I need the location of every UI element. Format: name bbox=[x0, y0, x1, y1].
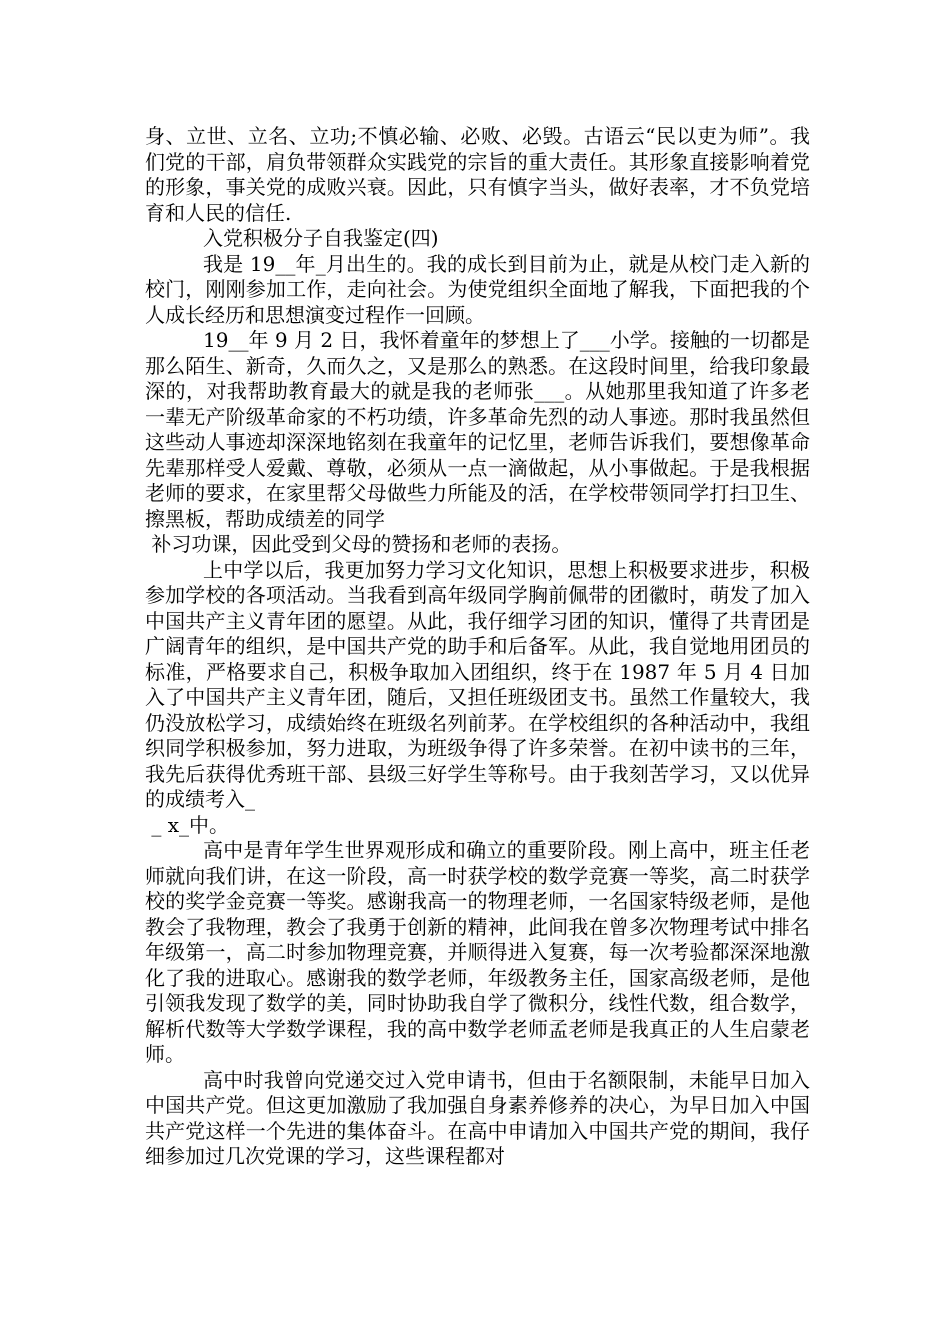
paragraph-4: 上中学以后，我更加努力学习文化知识，思想上积极要求进步，积极参加学校的各项活动。当我看到高年级同学胸前佩带的团徽时，萌发了加入中国共产主义青年团的愿望。从此，我仔细学习团的知识，懂得了共青团是广阔青年的组织，是中国共产党的助手和后备军。从此，我自觉地用团员的标准，严格要求自己，积极争取加入团组织，终于在 1987 年 5 月 4 日加入了中国共产主义青年团，随后，又担任班级团支书。虽然工作量较大，我仍没放松学习，成绩始终在班级名列前茅。在学校组织的各种活动中，我组织同学积极参加，努力进取，为班级争得了许多荣誉。在初中读书的三年，我先后获得优秀班干部、县级三好学生等称号。由于我刻苦学习，又以优异的成绩考入_ bbox=[145, 557, 810, 811]
paragraph-4-continued: _ x_中。 bbox=[145, 812, 229, 837]
paragraph-6: 高中时我曾向党递交过入党申请书，但由于名额限制，未能早日加入中国共产党。但这更加激励了我加强自身素养修养的决心，为早日加入中国共产党这样一个先进的集体奋斗。在高中申请加入中国共产党的期间，我仔细参加过几次党课的学习，这些课程都对 bbox=[145, 1067, 810, 1168]
paragraph-5: 高中是青年学生世界观形成和确立的重要阶段。刚上高中，班主任老师就向我们讲，在这一阶段，高一时获学校的数学竞赛一等奖，高二时获学校的奖学金竞赛一等奖。感谢我高一的物理老师，一名国家特级老师，是他教会了我物理，教会了我勇于创新的精神，此间我在曾多次物理考试中排名年级第一，高二时参加物理竞赛，并顺得进入复赛，每一次考验都深深地激化了我的进取心。感谢我的数学老师，年级教务主任，国家高级老师，是他引领我发现了数学的美，同时协助我自学了微积分，线性代数，组合数学，解析代数等大学数学课程，我的高中数学老师孟老师是我真正的人生启蒙老师。 bbox=[145, 838, 810, 1066]
paragraph-3: 19__年 9 月 2 日，我怀着童年的梦想上了___小学。接触的一切都是那么陌生、新奇，久而久之，又是那么的熟悉。在这段时间里，给我印象最深的，对我帮助教育最大的就是我的老师张___。从她那里我知道了许多老一辈无产阶级革命家的不朽功绩，许多革命先烈的动人事迹。那时我虽然但这些动人事迹却深深地铭刻在我童年的记忆里，老师告诉我们，要想像革命先辈那样受人爱戴、尊敬，必须从一点一滴做起，从小事做起。于是我根据老师的要求，在家里帮父母做些力所能及的活，在学校带领同学打扫卫生、擦黑板，帮助成绩差的同学 bbox=[145, 328, 810, 531]
paragraph-2: 我是 19__年_月出生的。我的成长到目前为止，就是从校门走入新的校门，刚刚参加工作，走向社会。为使党组织全面地了解我，下面把我的个人成长经历和思想演变过程作一回顾。 bbox=[145, 251, 810, 327]
paragraph-3-continued: 补习功课，因此受到父母的赞扬和老师的表扬。 bbox=[145, 532, 572, 556]
document-page bbox=[145, 124, 810, 1170]
section-heading: 入党积极分子自我鉴定(四) bbox=[203, 226, 439, 250]
paragraph-1: 身、立世、立名、立功;不慎必输、必败、必毁。古语云“民以吏为师”。我们党的干部，肩负带领群众实践党的宗旨的重大责任。其形象直接影响着党的形象，事关党的成败兴衰。因此，只有慎字当头，做好表率，才不负党培育和人民的信任. bbox=[145, 124, 810, 225]
